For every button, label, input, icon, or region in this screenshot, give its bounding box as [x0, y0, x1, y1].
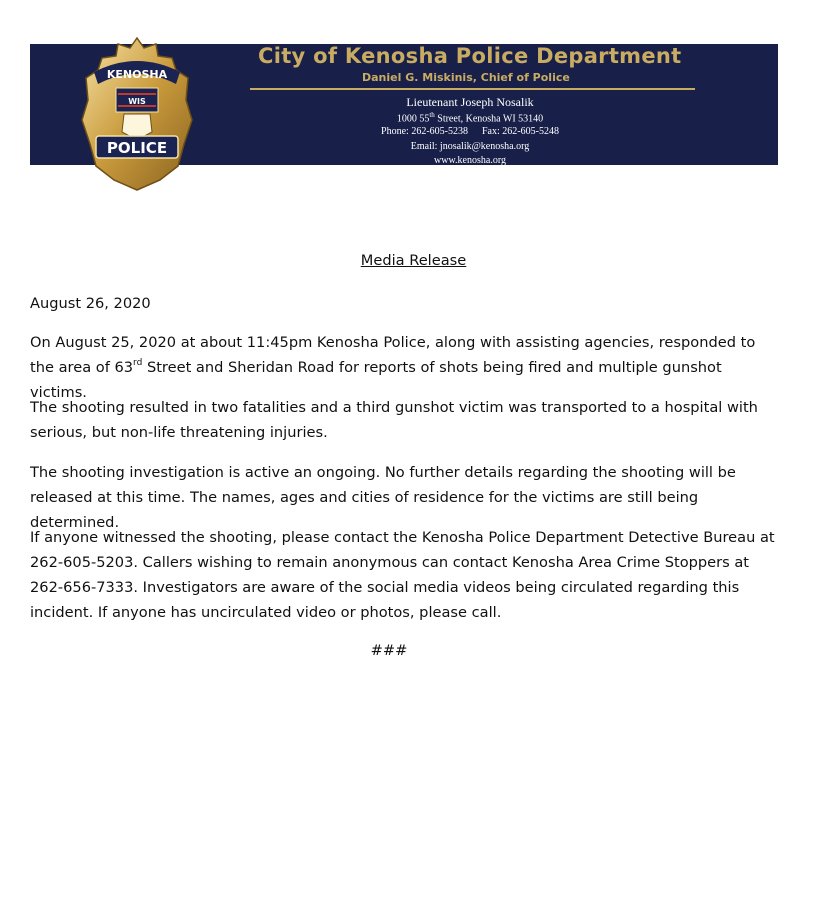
contact-address — [330, 111, 610, 124]
address-ordinal: th — [429, 111, 435, 119]
address-number: 1000 55 — [396, 113, 430, 125]
paragraph-incident-text-2: Street and Sheridan Road for reports of shots being fired and multiple gunshot victims. — [30, 359, 722, 401]
paragraph-incident — [30, 330, 780, 405]
department-title: City of Kenosha Police Department — [258, 44, 682, 68]
paragraph-incident-text-1: On August 25, 2020 at about 11:45pm Kenosha Police, along with assisting agencies, responded to the area of 63 — [30, 334, 756, 376]
svg-text:KENOSHA: KENOSHA — [106, 68, 168, 81]
address-rest: Street, Kenosha WI 53140 — [434, 113, 544, 125]
svg-text:WIS: WIS — [128, 97, 146, 106]
svg-text:POLICE: POLICE — [106, 139, 168, 157]
release-date: August 26, 2020 — [30, 295, 151, 312]
contact-phone: Phone: 262-605-5238 — [381, 126, 468, 137]
end-of-release-mark: ### — [370, 642, 408, 659]
contact-phone-fax — [330, 126, 610, 137]
contact-fax: Fax: 262-605-5248 — [482, 126, 559, 137]
contact-email[interactable]: Email: jnosalik@kenosha.org — [410, 141, 530, 152]
paragraph-casualties-text: The shooting resulted in two fatalities and a third gunshot victim was transported to a hospital with serious, but non-life threatening injuries. — [30, 399, 758, 441]
paragraph-contact-request — [30, 525, 780, 625]
ordinal-suffix: rd — [133, 358, 143, 368]
paragraph-investigation — [30, 460, 780, 535]
paragraph-contact-request-text: If anyone witnessed the shooting, please contact the Kenosha Police Department Detective Bureau at 262-605-5203. Callers wishing to remain anonymous can contact Kenosha Area Crime Stoppers at 262-656-7333. Investigators are aware of the social media videos being circulated regarding this incident. If anyone has uncirculated video or photos, please call. — [30, 529, 775, 621]
gold-divider — [250, 88, 695, 90]
police-badge-logo — [80, 36, 194, 192]
media-release-heading: Media Release — [360, 252, 467, 269]
chief-of-police-line: Daniel G. Miskinis, Chief of Police — [362, 71, 570, 84]
contact-website[interactable]: www.kenosha.org — [434, 155, 506, 165]
paragraph-casualties — [30, 395, 780, 445]
contact-name: Lieutenant Joseph Nosalik — [406, 95, 534, 109]
paragraph-investigation-text: The shooting investigation is active an ongoing. No further details regarding the shooting will be released at this time. The names, ages and cities of residence for the victims are still being determined. — [30, 464, 736, 531]
